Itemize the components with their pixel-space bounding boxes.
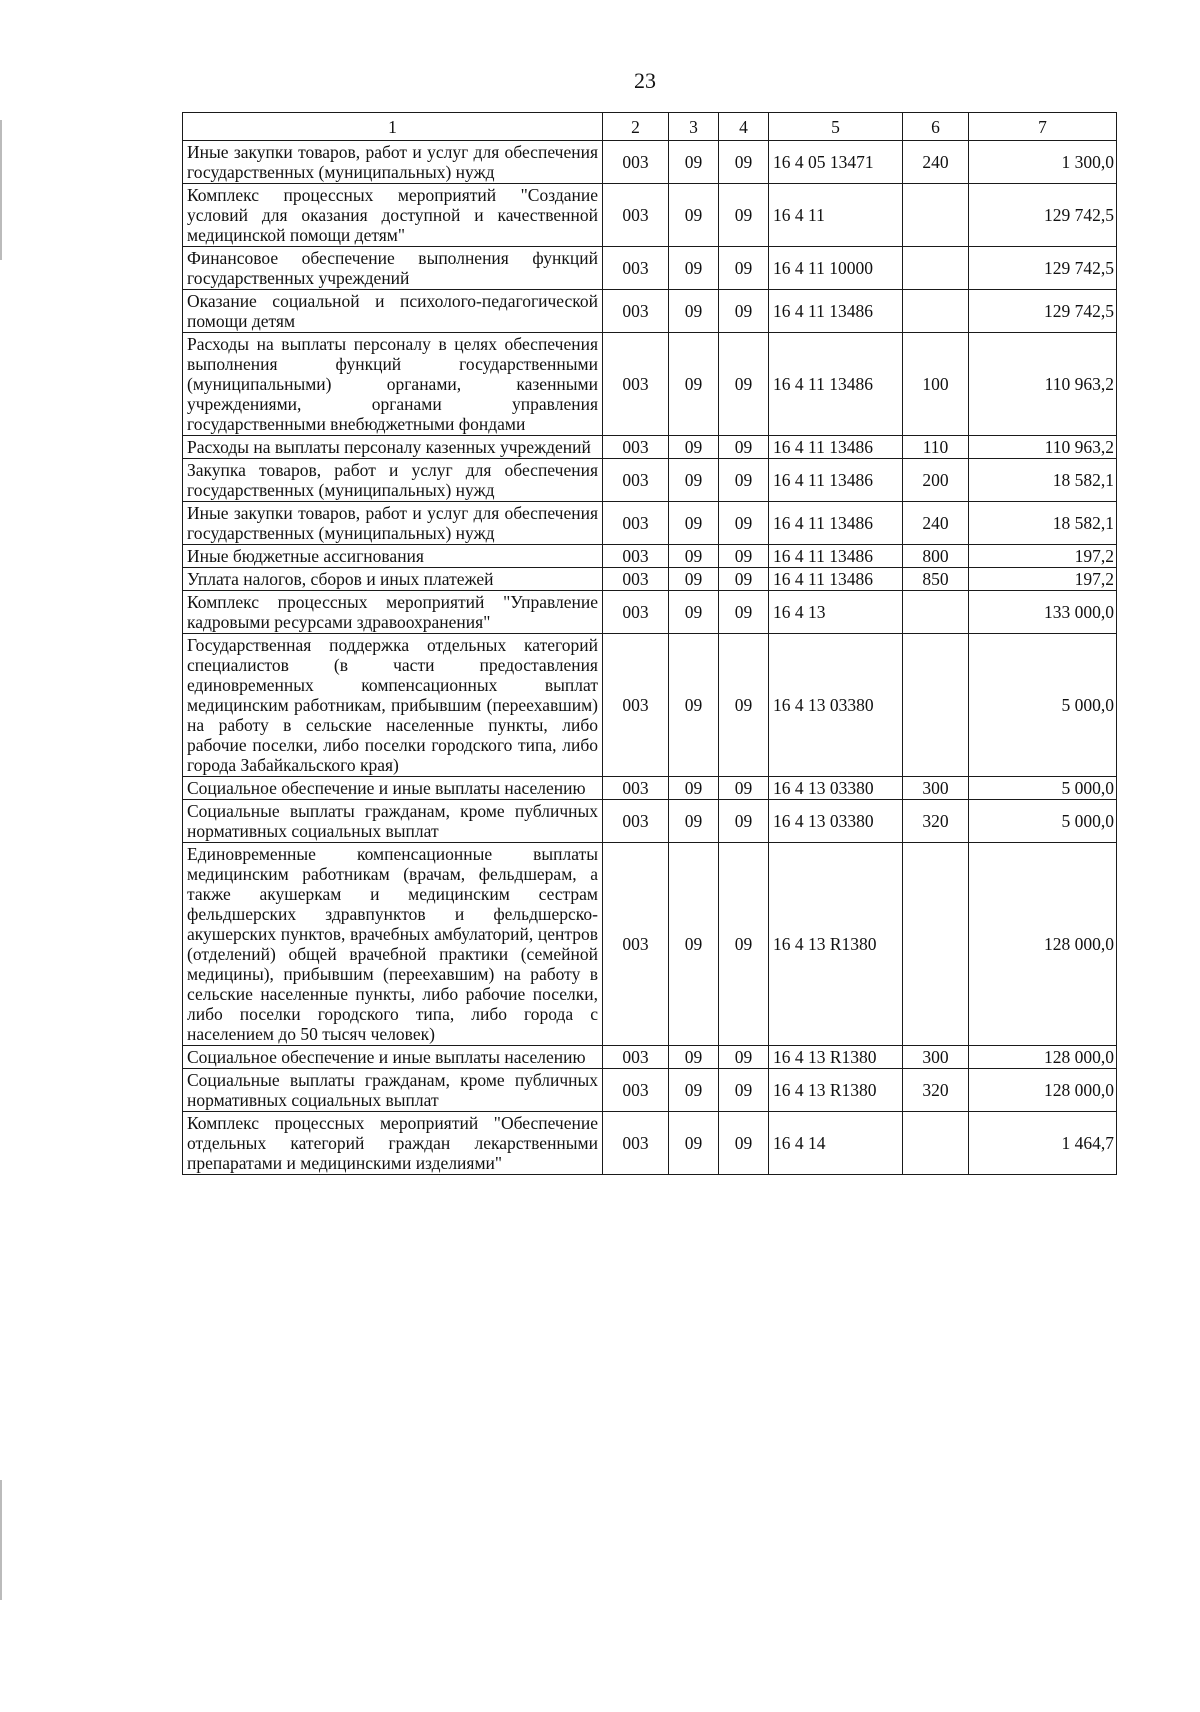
target-item-code: 16 4 13 03380 xyxy=(769,800,903,843)
target-item-code: 16 4 11 10000 xyxy=(769,247,903,290)
expense-type-code: 300 xyxy=(903,1046,969,1069)
item-name: Расходы на выплаты персоналу в целях обеспечения выполнения функций государственными (муниципальными) органами, казенными учреждениями, органами управления государственными внебюджетными фондами xyxy=(183,333,603,436)
table-row xyxy=(183,333,1117,436)
ministry-code: 003 xyxy=(603,545,669,568)
item-name: Оказание социальной и психолого-педагогической помощи детям xyxy=(183,290,603,333)
subsection-code: 09 xyxy=(719,800,769,843)
table-row xyxy=(183,436,1117,459)
ministry-code: 003 xyxy=(603,591,669,634)
amount: 18 582,1 xyxy=(969,459,1117,502)
expense-type-code: 300 xyxy=(903,777,969,800)
target-item-code: 16 4 11 13486 xyxy=(769,502,903,545)
amount: 18 582,1 xyxy=(969,502,1117,545)
table-row xyxy=(183,843,1117,1046)
section-code: 09 xyxy=(669,545,719,568)
subsection-code: 09 xyxy=(719,634,769,777)
item-name: Иные закупки товаров, работ и услуг для обеспечения государственных (муниципальных) нужд xyxy=(183,141,603,184)
header-cell: 7 xyxy=(969,113,1117,141)
target-item-code: 16 4 13 R1380 xyxy=(769,1069,903,1112)
table-row xyxy=(183,568,1117,591)
item-name: Комплекс процессных мероприятий "Управление кадровыми ресурсами здравоохранения" xyxy=(183,591,603,634)
target-item-code: 16 4 11 13486 xyxy=(769,568,903,591)
amount: 129 742,5 xyxy=(969,290,1117,333)
section-code: 09 xyxy=(669,1046,719,1069)
scan-edge-line xyxy=(0,1480,2,1600)
subsection-code: 09 xyxy=(719,184,769,247)
section-code: 09 xyxy=(669,459,719,502)
item-name: Комплекс процессных мероприятий "Обеспечение отдельных категорий граждан лекарственными препаратами и медицинскими изделиями" xyxy=(183,1112,603,1175)
subsection-code: 09 xyxy=(719,843,769,1046)
target-item-code: 16 4 05 13471 xyxy=(769,141,903,184)
ministry-code: 003 xyxy=(603,141,669,184)
expense-type-code: 240 xyxy=(903,141,969,184)
scan-edge-line xyxy=(0,120,2,260)
subsection-code: 09 xyxy=(719,247,769,290)
ministry-code: 003 xyxy=(603,502,669,545)
expense-type-code: 110 xyxy=(903,436,969,459)
item-name: Социальные выплаты гражданам, кроме публичных нормативных социальных выплат xyxy=(183,1069,603,1112)
budget-table xyxy=(182,112,1117,1175)
subsection-code: 09 xyxy=(719,436,769,459)
header-cell: 1 xyxy=(183,113,603,141)
amount: 129 742,5 xyxy=(969,184,1117,247)
page-number: 23 xyxy=(634,68,656,93)
amount: 5 000,0 xyxy=(969,777,1117,800)
item-name: Иные закупки товаров, работ и услуг для обеспечения государственных (муниципальных) нужд xyxy=(183,502,603,545)
amount: 110 963,2 xyxy=(969,436,1117,459)
ministry-code: 003 xyxy=(603,184,669,247)
target-item-code: 16 4 11 xyxy=(769,184,903,247)
section-code: 09 xyxy=(669,591,719,634)
table-row xyxy=(183,290,1117,333)
section-code: 09 xyxy=(669,777,719,800)
subsection-code: 09 xyxy=(719,568,769,591)
section-code: 09 xyxy=(669,141,719,184)
expense-type-code: 850 xyxy=(903,568,969,591)
subsection-code: 09 xyxy=(719,545,769,568)
table-row xyxy=(183,800,1117,843)
amount: 197,2 xyxy=(969,545,1117,568)
section-code: 09 xyxy=(669,843,719,1046)
amount: 5 000,0 xyxy=(969,634,1117,777)
target-item-code: 16 4 13 R1380 xyxy=(769,1046,903,1069)
ministry-code: 003 xyxy=(603,290,669,333)
table-row xyxy=(183,1112,1117,1175)
expense-type-code xyxy=(903,247,969,290)
target-item-code: 16 4 13 xyxy=(769,591,903,634)
amount: 129 742,5 xyxy=(969,247,1117,290)
target-item-code: 16 4 11 13486 xyxy=(769,436,903,459)
section-code: 09 xyxy=(669,290,719,333)
section-code: 09 xyxy=(669,1112,719,1175)
section-code: 09 xyxy=(669,247,719,290)
target-item-code: 16 4 13 R1380 xyxy=(769,843,903,1046)
table-row xyxy=(183,1046,1117,1069)
subsection-code: 09 xyxy=(719,502,769,545)
subsection-code: 09 xyxy=(719,333,769,436)
ministry-code: 003 xyxy=(603,634,669,777)
target-item-code: 16 4 11 13486 xyxy=(769,459,903,502)
item-name: Финансовое обеспечение выполнения функций государственных учреждений xyxy=(183,247,603,290)
table-row xyxy=(183,634,1117,777)
item-name: Расходы на выплаты персоналу казенных учреждений xyxy=(183,436,603,459)
header-row xyxy=(183,113,1117,141)
table-row xyxy=(183,591,1117,634)
expense-type-code: 320 xyxy=(903,1069,969,1112)
target-item-code: 16 4 14 xyxy=(769,1112,903,1175)
expense-type-code: 800 xyxy=(903,545,969,568)
subsection-code: 09 xyxy=(719,1112,769,1175)
amount: 128 000,0 xyxy=(969,843,1117,1046)
ministry-code: 003 xyxy=(603,800,669,843)
amount: 197,2 xyxy=(969,568,1117,591)
ministry-code: 003 xyxy=(603,568,669,591)
header-cell: 2 xyxy=(603,113,669,141)
table-row xyxy=(183,777,1117,800)
ministry-code: 003 xyxy=(603,1112,669,1175)
item-name: Закупка товаров, работ и услуг для обеспечения государственных (муниципальных) нужд xyxy=(183,459,603,502)
expense-type-code xyxy=(903,634,969,777)
table-row xyxy=(183,545,1117,568)
subsection-code: 09 xyxy=(719,141,769,184)
expense-type-code: 100 xyxy=(903,333,969,436)
section-code: 09 xyxy=(669,184,719,247)
amount: 133 000,0 xyxy=(969,591,1117,634)
subsection-code: 09 xyxy=(719,459,769,502)
table-row xyxy=(183,141,1117,184)
amount: 1 300,0 xyxy=(969,141,1117,184)
ministry-code: 003 xyxy=(603,777,669,800)
item-name: Иные бюджетные ассигнования xyxy=(183,545,603,568)
target-item-code: 16 4 11 13486 xyxy=(769,545,903,568)
section-code: 09 xyxy=(669,502,719,545)
item-name: Уплата налогов, сборов и иных платежей xyxy=(183,568,603,591)
amount: 110 963,2 xyxy=(969,333,1117,436)
section-code: 09 xyxy=(669,634,719,777)
ministry-code: 003 xyxy=(603,843,669,1046)
item-name: Единовременные компенсационные выплаты медицинским работникам (врачам, фельдшерам, а также акушеркам и медицинским сестрам фельдшерских здравпунктов и фельдшерско-акушерских пунктов, врачебных амбулаторий, центров (отделений) общей врачебной практики (семейной медицины), прибывшим (переехавшим) на работу в сельские населенные пункты, либо рабочие поселки, либо поселки городского типа, либо города с населением до 50 тысяч человек) xyxy=(183,843,603,1046)
expense-type-code xyxy=(903,591,969,634)
expense-type-code: 240 xyxy=(903,502,969,545)
item-name: Комплекс процессных мероприятий "Создание условий для оказания доступной и качественной медицинской помощи детям" xyxy=(183,184,603,247)
amount: 128 000,0 xyxy=(969,1046,1117,1069)
header-cell: 6 xyxy=(903,113,969,141)
section-code: 09 xyxy=(669,436,719,459)
expense-type-code xyxy=(903,843,969,1046)
table-row xyxy=(183,1069,1117,1112)
amount: 128 000,0 xyxy=(969,1069,1117,1112)
item-name: Социальное обеспечение и иные выплаты населению xyxy=(183,777,603,800)
subsection-code: 09 xyxy=(719,777,769,800)
item-name: Государственная поддержка отдельных категорий специалистов (в части предоставления единовременных компенсационных выплат медицинским работникам, прибывшим (переехавшим) на работу в сельские населенные пункты, либо рабочие поселки, либо поселки городского типа, либо города Забайкальского края) xyxy=(183,634,603,777)
section-code: 09 xyxy=(669,568,719,591)
ministry-code: 003 xyxy=(603,1046,669,1069)
ministry-code: 003 xyxy=(603,459,669,502)
header-cell: 4 xyxy=(719,113,769,141)
item-name: Социальное обеспечение и иные выплаты населению xyxy=(183,1046,603,1069)
section-code: 09 xyxy=(669,1069,719,1112)
table-row xyxy=(183,459,1117,502)
subsection-code: 09 xyxy=(719,591,769,634)
target-item-code: 16 4 13 03380 xyxy=(769,777,903,800)
header-cell: 5 xyxy=(769,113,903,141)
expense-type-code: 200 xyxy=(903,459,969,502)
section-code: 09 xyxy=(669,800,719,843)
subsection-code: 09 xyxy=(719,290,769,333)
expense-type-code xyxy=(903,184,969,247)
amount: 1 464,7 xyxy=(969,1112,1117,1175)
ministry-code: 003 xyxy=(603,247,669,290)
target-item-code: 16 4 11 13486 xyxy=(769,290,903,333)
table-row xyxy=(183,502,1117,545)
table-row xyxy=(183,184,1117,247)
section-code: 09 xyxy=(669,333,719,436)
expense-type-code xyxy=(903,290,969,333)
target-item-code: 16 4 11 13486 xyxy=(769,333,903,436)
item-name: Социальные выплаты гражданам, кроме публичных нормативных социальных выплат xyxy=(183,800,603,843)
subsection-code: 09 xyxy=(719,1069,769,1112)
target-item-code: 16 4 13 03380 xyxy=(769,634,903,777)
ministry-code: 003 xyxy=(603,333,669,436)
ministry-code: 003 xyxy=(603,1069,669,1112)
ministry-code: 003 xyxy=(603,436,669,459)
expense-type-code xyxy=(903,1112,969,1175)
header-cell: 3 xyxy=(669,113,719,141)
amount: 5 000,0 xyxy=(969,800,1117,843)
expense-type-code: 320 xyxy=(903,800,969,843)
table-row xyxy=(183,247,1117,290)
subsection-code: 09 xyxy=(719,1046,769,1069)
